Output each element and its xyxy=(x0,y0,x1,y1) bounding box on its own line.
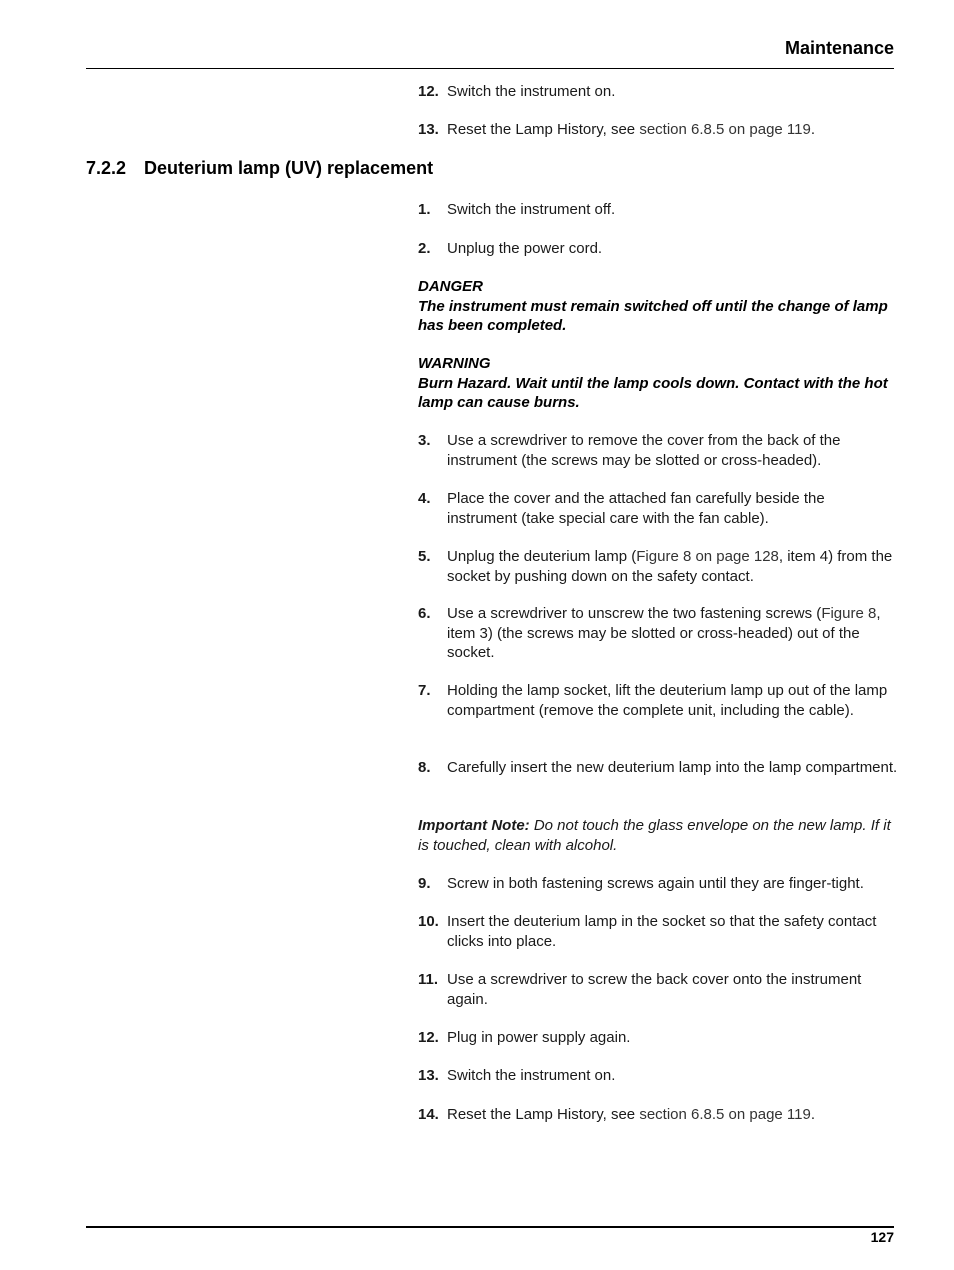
step-text: Switch the instrument on. xyxy=(447,83,616,100)
important-note-text: Do not touch the glass envelope on the new lamp. If it is touched, clean with alcohol. xyxy=(418,817,891,854)
section-heading xyxy=(86,158,433,179)
step-3 xyxy=(418,431,898,470)
step-4 xyxy=(418,489,898,528)
page-number: 127 xyxy=(870,1229,894,1245)
step-text: Plug in power supply again. xyxy=(447,1029,631,1046)
step-10 xyxy=(418,912,898,951)
section-title: Deuterium lamp (UV) replacement xyxy=(144,158,434,178)
step-number: 3. xyxy=(418,432,431,449)
warning-label: WARNING xyxy=(418,355,491,372)
footer-rule xyxy=(86,1226,894,1228)
step-text: Unplug the deuterium lamp ( xyxy=(447,548,637,565)
step-9 xyxy=(418,874,898,894)
figure-link[interactable]: Figure 8 on page 128 xyxy=(636,548,779,565)
step-6 xyxy=(418,604,898,663)
step-number: 12. xyxy=(418,1029,439,1046)
step-number: 6. xyxy=(418,605,431,622)
step-text: Switch the instrument on. xyxy=(447,1067,616,1084)
step-text-end: . xyxy=(810,121,816,138)
step-text: Insert the deuterium lamp in the socket so that the safety contact clicks into place. xyxy=(447,913,877,950)
step-12 xyxy=(418,1028,898,1048)
step-prev-13 xyxy=(418,120,898,140)
step-text-end: . xyxy=(810,1106,816,1123)
step-text: Screw in both fastening screws again until they are finger-tight. xyxy=(447,875,864,892)
warning-block xyxy=(418,354,898,413)
step-number: 11. xyxy=(418,971,439,988)
step-text: Use a screwdriver to unscrew the two fastening screws ( xyxy=(447,605,822,622)
step-11 xyxy=(418,970,898,1009)
step-2 xyxy=(418,239,898,259)
step-number: 4. xyxy=(418,490,431,507)
step-5 xyxy=(418,547,898,586)
danger-label: DANGER xyxy=(418,278,484,295)
step-text: Use a screwdriver to remove the cover from the back of the instrument (the screws may be slotted or cross-headed). xyxy=(447,432,841,469)
step-number: 12. xyxy=(418,83,439,100)
step-number: 13. xyxy=(418,1067,439,1084)
step-text: Carefully insert the new deuterium lamp into the lamp compartment. xyxy=(447,759,898,776)
step-text: Reset the Lamp History, see xyxy=(447,1106,640,1123)
step-number: 14. xyxy=(418,1106,439,1123)
important-note-label: Important Note: xyxy=(418,817,530,834)
step-text: Place the cover and the attached fan carefully beside the instrument (take special care with the fan cable). xyxy=(447,490,825,527)
step-text-end: , item 4) from the socket by pushing down on the safety contact. xyxy=(447,548,893,585)
step-number: 10. xyxy=(418,913,439,930)
warning-text: Burn Hazard. Wait until the lamp cools down. Contact with the hot lamp can cause burns. xyxy=(418,374,888,411)
danger-text: The instrument must remain switched off until the change of lamp has been completed. xyxy=(418,297,888,334)
step-prev-12 xyxy=(418,82,898,102)
step-8 xyxy=(418,758,898,778)
step-text: Use a screwdriver to screw the back cover onto the instrument again. xyxy=(447,971,862,1008)
step-13 xyxy=(418,1066,898,1086)
step-text: Switch the instrument off. xyxy=(447,201,616,218)
step-number: 7. xyxy=(418,682,431,699)
header-rule xyxy=(86,68,894,69)
section-link[interactable]: section 6.8.5 on page 119 xyxy=(639,121,811,138)
figure-link[interactable]: Figure 8 xyxy=(821,605,877,622)
step-text: Unplug the power cord. xyxy=(447,240,603,257)
step-number: 1. xyxy=(418,201,431,218)
danger-block xyxy=(418,277,898,336)
header-title: Maintenance xyxy=(784,38,894,58)
step-text: Holding the lamp socket, lift the deuterium lamp up out of the lamp compartment (remove the complete unit, including the cable). xyxy=(447,682,888,719)
step-14 xyxy=(418,1105,898,1125)
important-note xyxy=(418,816,898,855)
step-number: 5. xyxy=(418,548,431,565)
step-1 xyxy=(418,200,898,220)
step-number: 8. xyxy=(418,759,431,776)
step-number: 13. xyxy=(418,121,439,138)
step-text: Reset the Lamp History, see xyxy=(447,121,640,138)
step-number: 9. xyxy=(418,875,431,892)
step-text-end: , item 3) (the screws may be slotted or cross-headed) out of the socket. xyxy=(447,605,881,661)
section-link[interactable]: section 6.8.5 on page 119 xyxy=(639,1106,811,1123)
step-number: 2. xyxy=(418,240,431,257)
step-7 xyxy=(418,681,898,720)
section-number: 7.2.2 xyxy=(86,158,127,178)
